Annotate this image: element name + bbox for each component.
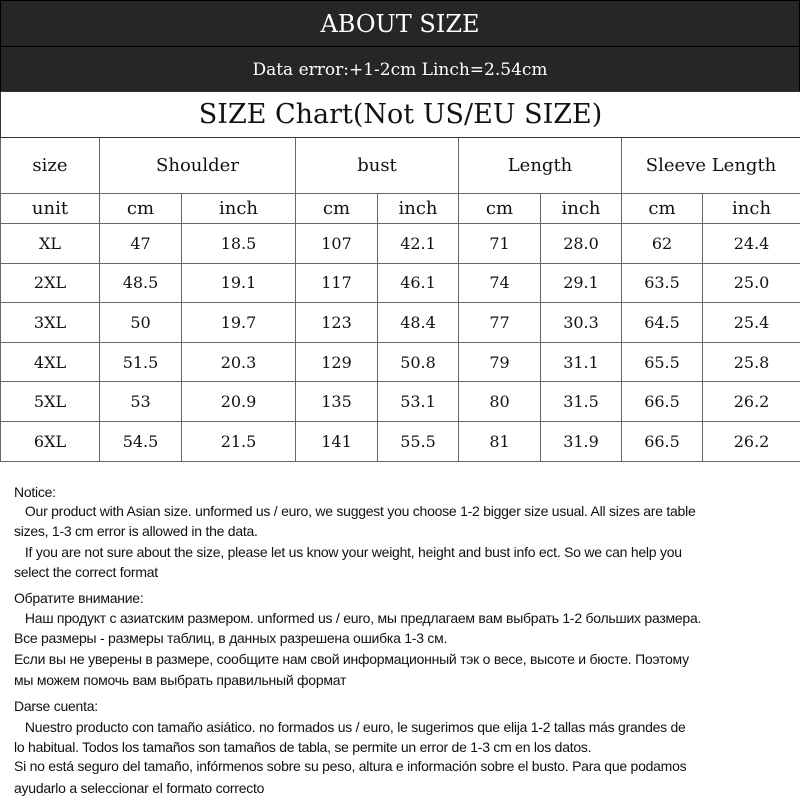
measurement-cell: 80 xyxy=(459,382,541,422)
measurement-cell: 19.1 xyxy=(182,263,296,303)
measurement-cell: 26.2 xyxy=(703,382,800,422)
measurement-cell: 74 xyxy=(459,263,541,303)
column-header: bust xyxy=(296,138,459,194)
size-chart-title: SIZE Chart(Not US/EU SIZE) xyxy=(1,92,800,138)
measurement-cell: 25.8 xyxy=(703,342,800,382)
unit-cell: inch xyxy=(378,194,459,224)
notice-line: sizes, 1-3 cm error is allowed in the data. xyxy=(14,523,258,539)
measurement-cell: 47 xyxy=(100,224,182,264)
size-label-cell: 4XL xyxy=(1,342,100,382)
notice-line: lo habitual. Todos los tamaños son tamaños de tabla, se permite un error de 1-3 cm en los datos. xyxy=(14,739,592,755)
measurement-cell: 46.1 xyxy=(378,263,459,303)
notice-heading: Darse cuenta: xyxy=(14,698,98,714)
unit-cell: inch xyxy=(182,194,296,224)
measurement-cell: 25.4 xyxy=(703,303,800,343)
data-error-banner: Data error:+1-2cm Linch=2.54cm xyxy=(0,46,800,92)
size-label-cell: 3XL xyxy=(1,303,100,343)
column-header: Shoulder xyxy=(100,138,296,194)
column-header: Length xyxy=(459,138,622,194)
measurement-cell: 129 xyxy=(296,342,378,382)
measurement-cell: 135 xyxy=(296,382,378,422)
unit-cell: unit xyxy=(1,194,100,224)
measurement-cell: 51.5 xyxy=(100,342,182,382)
measurement-cell: 77 xyxy=(459,303,541,343)
measurement-cell: 30.3 xyxy=(541,303,622,343)
size-chart-table xyxy=(0,91,800,462)
measurement-cell: 71 xyxy=(459,224,541,264)
size-label-cell: 5XL xyxy=(1,382,100,422)
measurement-cell: 18.5 xyxy=(182,224,296,264)
unit-cell: cm xyxy=(622,194,703,224)
notice-line: Наш продукт с азиатским размером. unformed us / euro, мы предлагаем вам выбрать 1-2 больших размера. xyxy=(14,610,702,626)
measurement-cell: 26.2 xyxy=(703,421,800,461)
measurement-cell: 66.5 xyxy=(622,382,703,422)
table-row xyxy=(1,342,800,382)
notice-heading: Notice: xyxy=(14,484,56,500)
measurement-cell: 50.8 xyxy=(378,342,459,382)
table-row xyxy=(1,382,800,422)
header-row xyxy=(1,138,800,194)
measurement-cell: 107 xyxy=(296,224,378,264)
column-header: Sleeve Length xyxy=(622,138,800,194)
measurement-cell: 20.3 xyxy=(182,342,296,382)
table-row xyxy=(1,224,800,264)
measurement-cell: 63.5 xyxy=(622,263,703,303)
unit-cell: inch xyxy=(703,194,800,224)
measurement-cell: 28.0 xyxy=(541,224,622,264)
notice-heading: Обратите внимание: xyxy=(14,590,144,606)
notice-line: Если вы не уверены в размере, сообщите нам свой информационный тэк о весе, высоте и бюсте. Поэтому xyxy=(14,651,689,667)
size-label-cell: 2XL xyxy=(1,263,100,303)
measurement-cell: 66.5 xyxy=(622,421,703,461)
measurement-cell: 20.9 xyxy=(182,382,296,422)
measurement-cell: 29.1 xyxy=(541,263,622,303)
notice-line: Si no está seguro del tamaño, infórmenos sobre su peso, altura e información sobre el busto. Para que podamos xyxy=(14,758,687,774)
unit-row xyxy=(1,194,800,224)
unit-cell: cm xyxy=(100,194,182,224)
measurement-cell: 48.4 xyxy=(378,303,459,343)
measurement-cell: 25.0 xyxy=(703,263,800,303)
unit-cell: cm xyxy=(459,194,541,224)
measurement-cell: 117 xyxy=(296,263,378,303)
notice-line: select the correct format xyxy=(14,564,158,580)
measurement-cell: 65.5 xyxy=(622,342,703,382)
measurement-cell: 53.1 xyxy=(378,382,459,422)
unit-cell: cm xyxy=(296,194,378,224)
size-label-cell: 6XL xyxy=(1,421,100,461)
notice-line: Nuestro producto con tamaño asiático. no formados us / euro, le sugerimos que elija 1-2 tallas más grandes de xyxy=(14,719,686,735)
measurement-cell: 50 xyxy=(100,303,182,343)
measurement-cell: 21.5 xyxy=(182,421,296,461)
notice-line: If you are not sure about the size, please let us know your weight, height and bust info ect. So we can help you xyxy=(14,544,682,560)
column-header: size xyxy=(1,138,100,194)
notice-line: ayudarlo a seleccionar el formato correcto xyxy=(14,780,265,796)
unit-cell: inch xyxy=(541,194,622,224)
measurement-cell: 19.7 xyxy=(182,303,296,343)
about-size-banner: ABOUT SIZE xyxy=(0,0,800,47)
table-row xyxy=(1,421,800,461)
notice-line: Our product with Asian size. unformed us / euro, we suggest you choose 1-2 bigger size usual. All sizes are table xyxy=(14,503,696,519)
measurement-cell: 79 xyxy=(459,342,541,382)
measurement-cell: 48.5 xyxy=(100,263,182,303)
measurement-cell: 31.9 xyxy=(541,421,622,461)
measurement-cell: 53 xyxy=(100,382,182,422)
notice-line: Все размеры - размеры таблиц, в данных разрешена ошибка 1-3 см. xyxy=(14,630,448,646)
table-row xyxy=(1,263,800,303)
measurement-cell: 31.1 xyxy=(541,342,622,382)
measurement-cell: 141 xyxy=(296,421,378,461)
measurement-cell: 42.1 xyxy=(378,224,459,264)
measurement-cell: 54.5 xyxy=(100,421,182,461)
notice-line: мы можем помочь вам выбрать правильный формат xyxy=(14,672,347,688)
measurement-cell: 123 xyxy=(296,303,378,343)
table-row xyxy=(1,303,800,343)
measurement-cell: 24.4 xyxy=(703,224,800,264)
measurement-cell: 62 xyxy=(622,224,703,264)
measurement-cell: 64.5 xyxy=(622,303,703,343)
size-label-cell: XL xyxy=(1,224,100,264)
measurement-cell: 55.5 xyxy=(378,421,459,461)
measurement-cell: 81 xyxy=(459,421,541,461)
measurement-cell: 31.5 xyxy=(541,382,622,422)
